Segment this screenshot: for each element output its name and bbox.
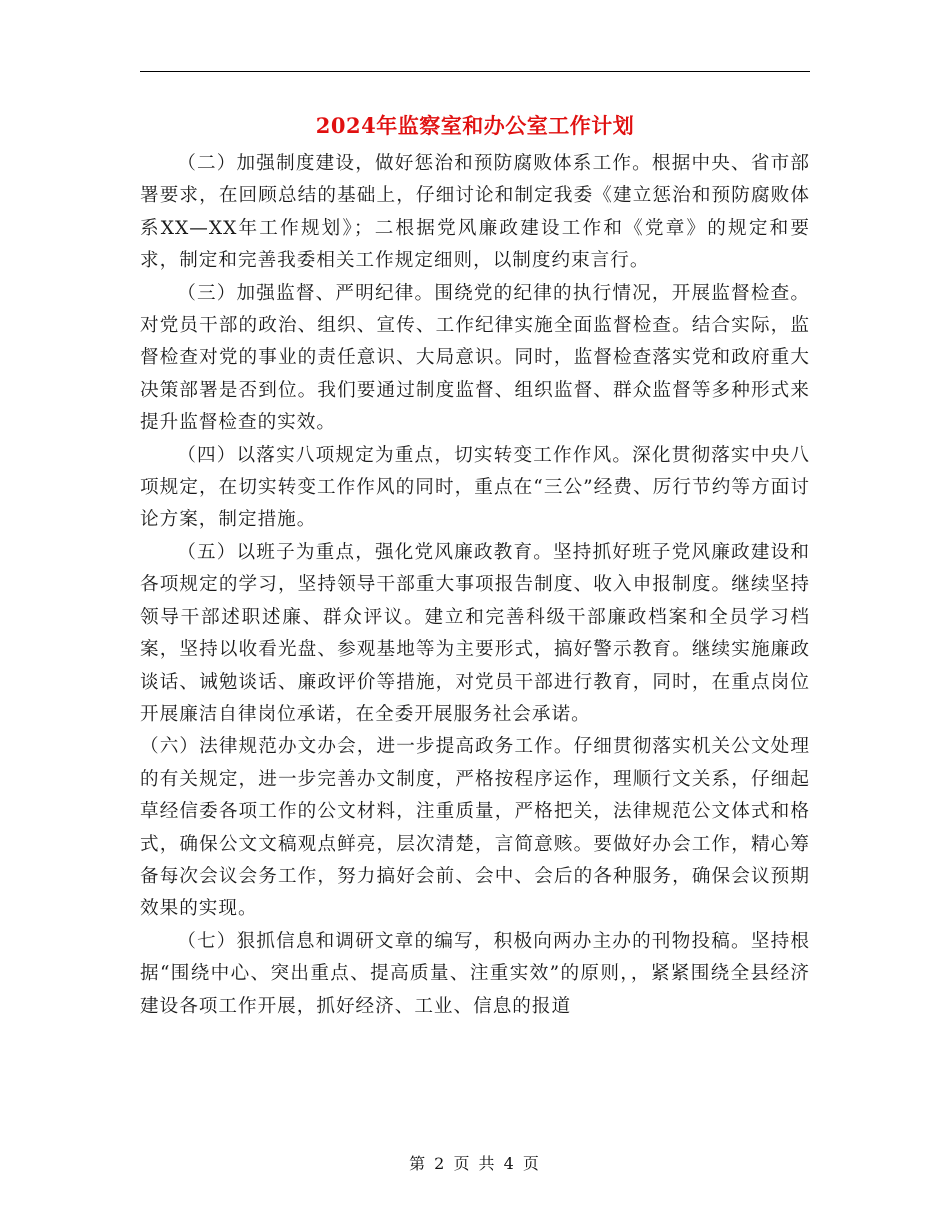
paragraph-2: （二）加强制度建设，做好惩治和预防腐败体系工作。根据中央、省市部署要求，在回顾总结的基础上，仔细讨论和制定我委《建立惩治和预防腐败体系XX—XX年工作规划》；二根据党风廉政建设工作和《党章》的规定和要求，制定和完善我委相关工作规定细则，以制度约束言行。 [140,153,810,272]
paragraph-7: （七）狠抓信息和调研文章的编写，积极向两办主办的刊物投稿。坚持根据“围绕中心、突出重点、提高质量、注重实效”的原则，，紧紧围绕全县经济建设各项工作开展，抓好经济、工业、信息的报道 [140,930,810,1017]
document-body [140,148,810,1023]
paragraph-5: （五）以班子为重点，强化党风廉政教育。坚持抓好班子党风廉政建设和各项规定的学习，坚持领导干部重大事项报告制度、收入申报制度。继续坚持领导干部述职述廉、群众评议。建立和完善科级干部廉政档案和全员学习档案，坚持以收看光盘、参观基地等为主要形式，搞好警示教育。继续实施廉政谈话、诫勉谈话、廉政评价等措施，对党员干部进行教育，同时，在重点岗位开展廉洁自律岗位承诺，在全委开展服务社会承诺。 [140,541,810,725]
paragraph-3: （三）加强监督、严明纪律。围绕党的纪律的执行情况，开展监督检查。对党员干部的政治、组织、宣传、工作纪律实施全面监督检查。结合实际，监督检查对党的事业的责任意识、大局意识。同时，监督检查落实党和政府重大决策部署是否到位。我们要通过制度监督、组织监督、群众监督等多种形式来提升监督检查的实效。 [140,282,810,434]
page-footer: 第 2 页 共 4 页 [409,1154,541,1173]
paragraph-4: （四）以落实八项规定为重点，切实转变工作作风。深化贯彻落实中央八项规定，在切实转变工作作风的同时，重点在“三公”经费、厉行节约等方面讨论方案，制定措施。 [140,444,810,531]
paragraph-6: （六）法律规范办文办会，进一步提高政务工作。仔细贯彻落实机关公文处理的有关规定，进一步完善办文制度，严格按程序运作，理顺行文关系，仔细起草经信委各项工作的公文材料，注重质量，严格把关，法律规范公文体式和格式，确保公文文稿观点鲜亮，层次清楚，言简意赅。要做好办会工作，精心筹备每次会议会务工作，努力搞好会前、会中、会后的各种服务，确保会议预期效果的实现。 [140,736,810,920]
document-title: 2024年监察室和办公室工作计划 [315,113,635,138]
header-rule [140,71,810,72]
